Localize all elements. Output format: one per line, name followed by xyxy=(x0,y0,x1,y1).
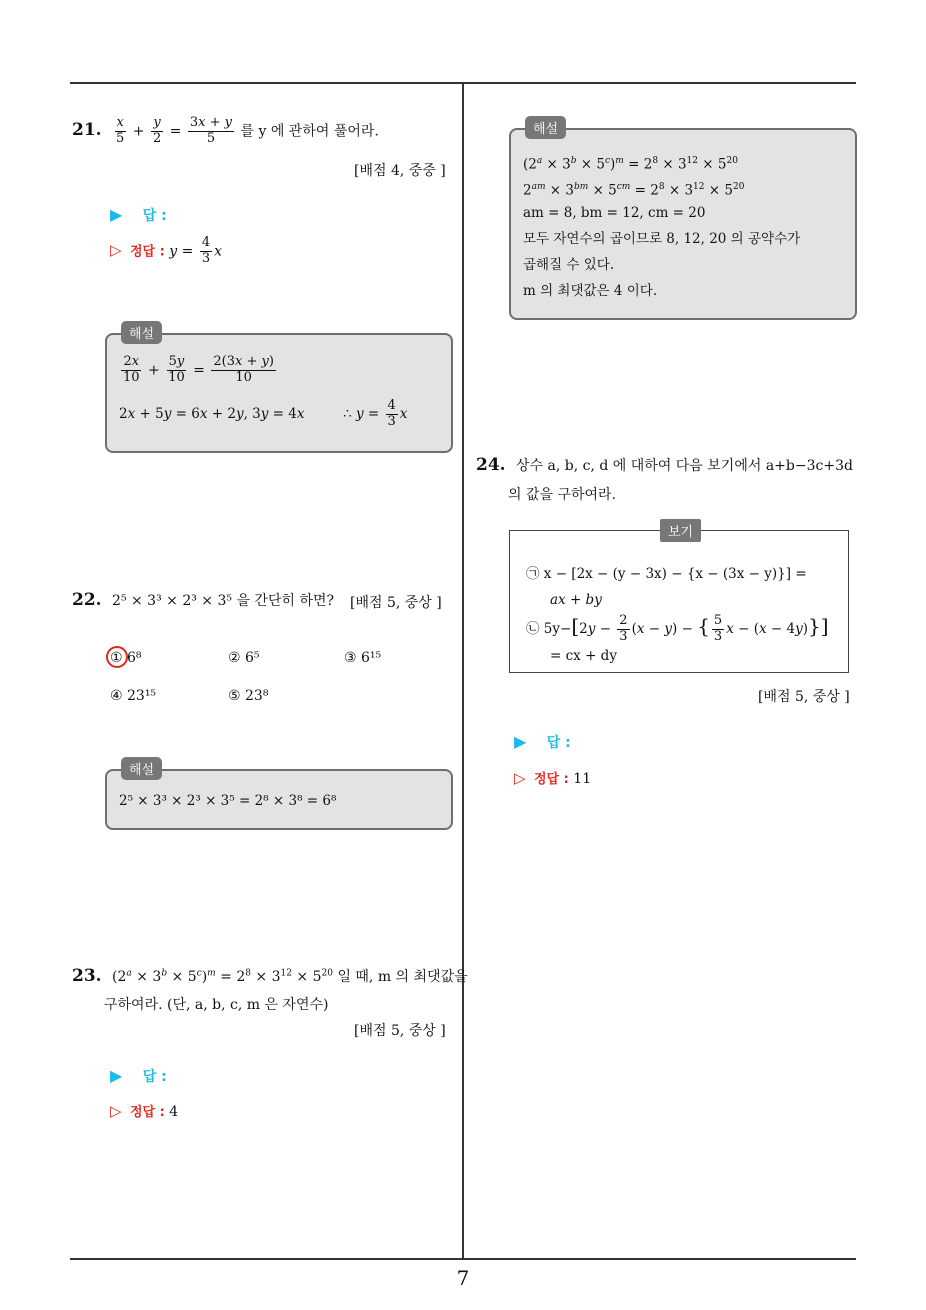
fraction: $\frac{x}{5}$ xyxy=(116,115,125,146)
bogi-item-1-cont: ax + by xyxy=(550,592,602,608)
score-21: [배점 4, 중중 ] xyxy=(354,163,446,179)
play-triangle-icon: ▶ xyxy=(110,205,123,224)
choice-2[interactable]: ② 6⁵ xyxy=(228,650,260,666)
correct-answer: 4 xyxy=(169,1104,179,1120)
explanation-tag: 해설 xyxy=(121,321,162,344)
explanation-line: am = 8, bm = 12, cm = 20 xyxy=(523,205,706,221)
score-22: [배점 5, 중상 ] xyxy=(350,595,442,611)
correct-line-21 xyxy=(110,236,222,267)
answer-label: 답 : xyxy=(142,208,167,224)
explanation-line: $\frac{2x}{10}$ + $\frac{5y}{10}$ = $\frac{2(3x + y)}{10}$ xyxy=(123,354,274,385)
question-23: 23. $(2^a \times 3^b \times 5^c)^m = 2^8 \times 3^{12} \times 5^{20}$ 일 때, m 의 최댓값을 xyxy=(72,966,468,986)
question-24 xyxy=(476,455,853,475)
answer-fraction: $\frac{4}{3}$ xyxy=(201,235,211,266)
correct-line-24 xyxy=(514,768,591,787)
answer-line-21 xyxy=(110,205,167,225)
play-triangle-icon: ▶ xyxy=(514,732,527,751)
bogi-item-2: ㉡ 5y−[2y − $\frac{2}{3}$ (x − y) − { $\frac{5}{3}$ x − (x − 4y)}] xyxy=(526,613,829,644)
answer-line-23 xyxy=(110,1066,167,1086)
score-24: [배점 5, 중상 ] xyxy=(758,689,850,705)
fraction: $\frac{y}{2}$ xyxy=(152,115,162,146)
explanation-line: $(2^a \times 3^b \times 5^c)^m = 2^8 \times 3^{12} \times 5^{20}$ xyxy=(523,156,738,173)
explanation-line: 2x + 5y = 6x + 2y, 3y = 4x ∴ y = $\frac{4}{3}$ x xyxy=(119,398,408,429)
page-number: 7 xyxy=(456,1266,470,1290)
explanation-tag: 해설 xyxy=(525,116,566,139)
bogi-tag: 보기 xyxy=(660,519,701,542)
bogi-box xyxy=(509,525,849,673)
question-number: 23. xyxy=(72,966,102,986)
explanation-line: m 의 최댓값은 4 이다. xyxy=(523,283,658,299)
fraction: $\frac{3x + y}{5}$ xyxy=(189,115,233,146)
explanation-line: 모두 자연수의 곱이므로 8, 12, 20 의 공약수가 xyxy=(523,231,801,247)
question-text: 2⁵ × 3³ × 2³ × 3⁵ 을 간단히 하면? xyxy=(112,593,335,609)
correct-label: 정답 : xyxy=(130,244,165,260)
choice-3[interactable]: ③ 6¹⁵ xyxy=(344,650,382,666)
question-text: 를 y 에 관하여 풀어라. xyxy=(240,123,379,140)
choice-1[interactable]: ① 6⁸ xyxy=(110,650,142,666)
answer-prefix: y = xyxy=(169,243,194,260)
question-number: 21. xyxy=(72,120,102,141)
question-22 xyxy=(72,590,334,610)
answer-var: x xyxy=(214,243,223,260)
score-23: [배점 5, 중상 ] xyxy=(354,1023,446,1039)
outline-triangle-icon: ▷ xyxy=(110,241,122,260)
correct-answer: 11 xyxy=(573,771,592,787)
question-number: 22. xyxy=(72,590,102,610)
explanation-box-21 xyxy=(105,327,453,453)
question-number: 24. xyxy=(476,455,506,475)
correct-label: 정답 : xyxy=(130,1105,165,1120)
question-21: 21. $\frac{x}{5}$ + $\frac{y}{2}$ = $\frac{3x + y}{5}$ 를 y 에 관하여 풀어라. xyxy=(72,115,379,146)
question-text: 상수 a, b, c, d 에 대하여 다음 보기에서 a+b−3c+3d xyxy=(516,458,853,474)
choice-4[interactable]: ④ 23¹⁵ xyxy=(110,688,157,704)
answer-label: 답 : xyxy=(142,1069,167,1085)
outline-triangle-icon: ▷ xyxy=(110,1102,122,1120)
bogi-item-2-cont: = cx + dy xyxy=(550,648,617,664)
explanation-line: 곱해질 수 있다. xyxy=(523,257,615,273)
explanation-tag: 해설 xyxy=(121,757,162,780)
correct-label: 정답 : xyxy=(534,772,569,787)
bogi-item-1: ㉠ x − [2x − (y − 3x) − {x − (3x − y)}] = xyxy=(526,566,807,582)
outline-triangle-icon: ▷ xyxy=(514,769,526,787)
question-text: 일 때, m 의 최댓값을 xyxy=(337,969,468,985)
question-23-line2: 구하여라. (단, a, b, c, m 은 자연수) xyxy=(104,997,329,1013)
column-divider xyxy=(462,84,464,1260)
explanation-line: $2^{am} \times 3^{bm} \times 5^{cm} = 2^8 \times 3^{12} \times 5^{20}$ xyxy=(523,182,745,199)
explanation-line: 2⁵ × 3³ × 2³ × 3⁵ = 2⁸ × 3⁸ = 6⁸ xyxy=(119,793,337,809)
explanation-box-22 xyxy=(105,763,453,830)
bottom-rule xyxy=(70,1258,856,1260)
explanation-box-23 xyxy=(509,122,857,320)
answer-line-24 xyxy=(514,732,571,752)
play-triangle-icon: ▶ xyxy=(110,1066,123,1085)
correct-line-23 xyxy=(110,1101,178,1120)
question-24-line2: 의 값을 구하여라. xyxy=(508,487,617,503)
choice-5[interactable]: ⑤ 23⁸ xyxy=(228,688,269,704)
answer-label: 답 : xyxy=(546,735,571,751)
